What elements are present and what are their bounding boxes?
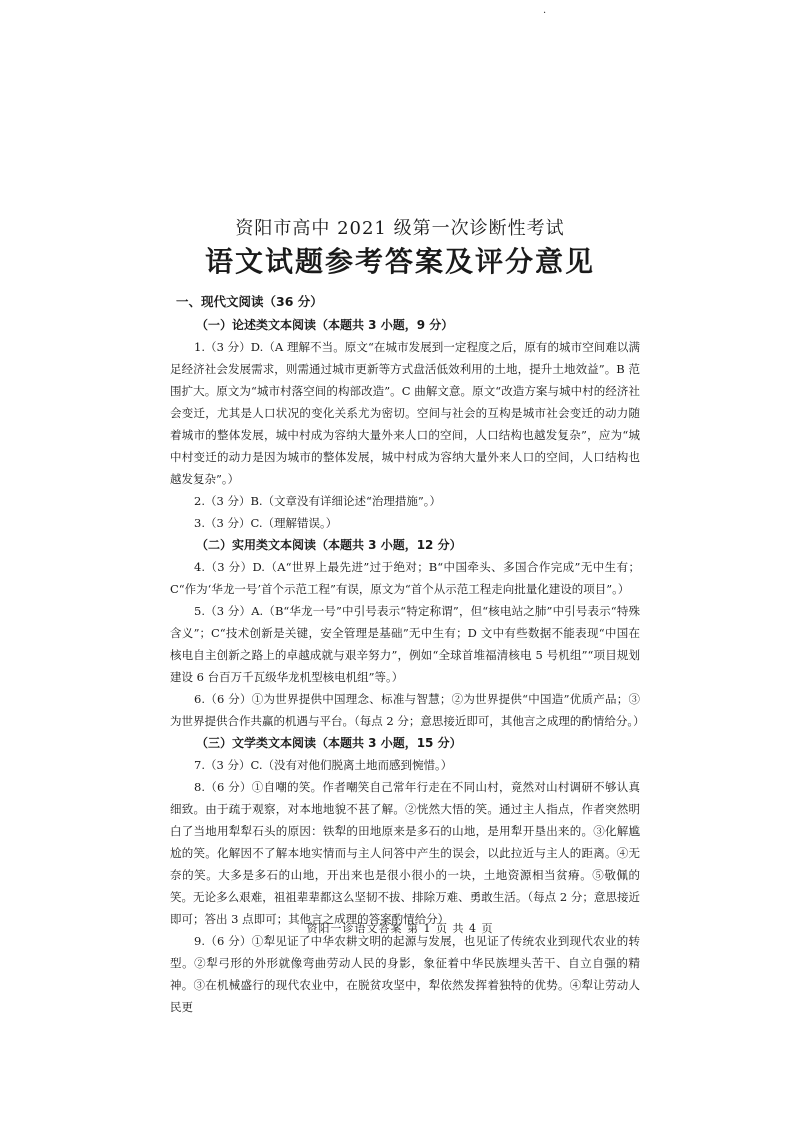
answer-item-2: 2.（3 分）B.（文章没有详细论述“治理措施”。） [194,494,442,508]
document-title: 语文试题参考答案及评分意见 [204,245,595,278]
page-footer: 资阳一诊语文答案 第 1 页 共 4 页 [306,922,494,935]
answer-item-3: 3.（3 分）C.（理解错误。） [194,516,338,530]
answer-item-6: 6.（6 分）①为世界提供中国理念、标准与智慧；②为世界提供“中国造”优质产品；③为世界提供合作共赢的机遇与平台。（每点 2 分；意思接近即可，其他言之成理的酌情给分。） [170,692,645,728]
subsection-heading-literary: （三）文学类文本阅读（本题共 3 小题，15 分） [196,736,462,750]
answer-item-7: 7.（3 分）C.（没有对他们脱离土地而感到惋惜。） [194,758,453,772]
answer-content [170,290,645,1018]
subsection-heading-argumentative: （一）论述类文本阅读（本题共 3 小题，9 分） [196,318,454,332]
answer-item-8: 8.（6 分）①自嘲的笑。作者嘲笑自己常年行走在不同山村，竟然对山村调研不够认真细致。由于疏于观察，对本地地貌不甚了解。②恍然大悟的笑。通过主人指点，作者突然明白了当地用犁犁石头的原因：铁犁的田地原来是多石的山地，是用犁开垦出来的。③化解尴尬的笑。化解因不了解本地实情而与主人问答中产生的误会，以此拉近与主人的距离。④无奈的笑。大多是多石的山地，开出来也是很小很小的一块，土地资源相当贫瘠。⑤敬佩的笑。无论多么艰难，祖祖辈辈都这么坚韧不拔、排除万难、勇敢生活。（每点 2 分；意思接近即可；答出 3 点即可；其他言之成理的答案酌情给分） [170,780,640,926]
scan-dot-mark: · [543,8,547,19]
answer-item-9: 9.（6 分）①犁见证了中华农耕文明的起源与发展，也见证了传统农业到现代农业的转型。②犁弓形的外形就像弯曲劳动人民的身影，象征着中华民族埋头苦干、自立自强的精神。③在机械盛行的现代农业中，在脱贫攻坚中，犁依然发挥着独特的优势。④犁让劳动人民更 [170,934,640,1014]
answer-item-5: 5.（3 分）A.（B“华龙一号”中引号表示“特定称谓”，但“核电站之肺”中引号表示“特殊含义”；C“技术创新是关键，安全管理是基础”无中生有；D 文中有些数据不能表现“中国在核电自主创新之路上的卓越成就与艰辛努力”，例如“全球首堆福清核电 5 号机组”“项目规划建设 6 台百万千瓦级华龙机型核电机组”等。） [170,604,640,684]
answer-item-4: 4.（3 分）D.（A“世界上最先进”过于绝对；B“中国牵头、多国合作完成”无中生有；C“作为‘华龙一号’首个示范工程”有误，原文为“首个从示范工程走向批量化建设的项目”。） [170,560,640,596]
subsection-heading-practical: （二）实用类文本阅读（本题共 3 小题，12 分） [196,538,462,552]
section-heading-modern-reading: 一、现代文阅读（36 分） [176,294,323,309]
answer-item-1: 1.（3 分）D.（A 理解不当。原文“在城市发展到一定程度之后，原有的城市空间难以满足经济社会发展需求，则需通过城市更新等方式盘活低效利用的土地，提升土地效益”。B 范围扩大。原文为“城市村落空间的构部改造”。C 曲解文意。原文“改造方案与城中村的经济社会变迁，尤其是人口状况的变化关系尤为密切。空间与社会的互构是城市社会变迁的动力随着城市的整体发展，城中村成为容纳大量外来人口的空间，人口结构也越发复杂”，应为“城中村变迁的动力是因为城市的整体发展，城中村成为容纳大量外来人口的空间，人口结构也越发复杂”。） [170,340,640,486]
exam-title: 资阳市高中 2021 级第一次诊断性考试 [235,218,565,239]
